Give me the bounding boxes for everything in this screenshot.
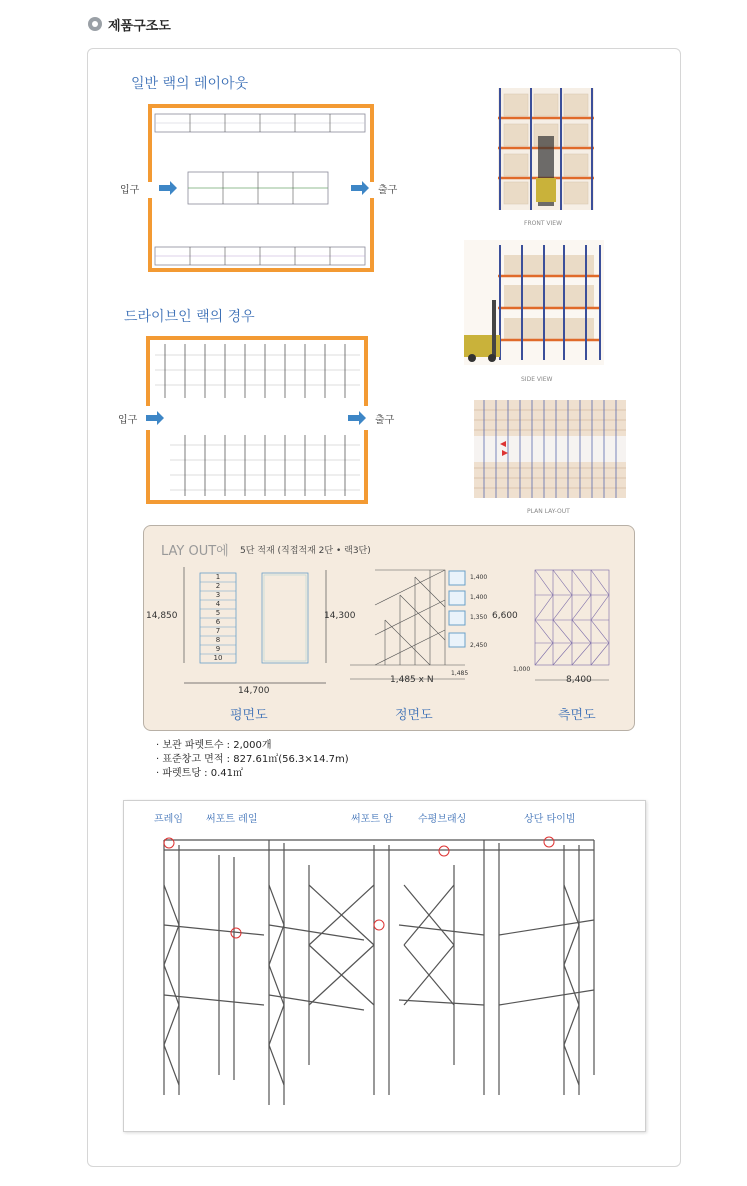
part-frame-label: 프레임 (154, 814, 183, 825)
front-view-caption: FRONT VIEW (524, 220, 563, 227)
plan-height-left: 14,850 (146, 611, 178, 621)
general-exit-label: 출구 (378, 185, 398, 196)
stat-warehouse-area: · 표준창고 면적 : 827.61㎡(56.3×14.7m) (156, 754, 349, 765)
front-elevation-drawing (345, 565, 495, 685)
plan-row-number: 4 (215, 600, 221, 608)
front-bay-width: 1,485 (451, 670, 469, 677)
front-dim-2: 1,400 (470, 594, 488, 601)
plan-row-number: 9 (215, 645, 221, 653)
plan-row-number: 10 (213, 654, 223, 662)
front-view-image (498, 88, 594, 210)
plan-row-number: 1 (215, 573, 221, 581)
front-bottom-dim: 1,485 x N (390, 675, 434, 685)
front-dim-4: 2,450 (470, 642, 488, 649)
plan-row-number: 8 (215, 636, 221, 644)
side-view-image (464, 240, 604, 365)
part-horizontal-brace-label: 수평브래싱 (418, 814, 467, 825)
general-rack-diagram (115, 100, 415, 280)
plan-row-number: 2 (215, 582, 221, 590)
plan-caption: 평면도 (230, 708, 268, 723)
drive-in-exit-label: 출구 (375, 415, 395, 426)
plan-row-number: 7 (215, 627, 221, 635)
front-dim-3: 1,350 (470, 614, 488, 621)
plan-width: 14,700 (238, 686, 270, 696)
part-top-tie-beam-label: 상단 타이빔 (524, 814, 576, 825)
structure-drawing (124, 825, 643, 1125)
plan-row-numbers (200, 573, 236, 663)
drive-in-diagram (110, 330, 410, 510)
section-header (88, 14, 171, 34)
plan-layout-caption: PLAN LAY-OUT (527, 508, 570, 515)
plan-row-number: 3 (215, 591, 221, 599)
stat-area-per-pallet: · 파렛트당 : 0.41㎡ (156, 768, 243, 779)
plan-row-number: 5 (215, 609, 221, 617)
general-rack-title: 일반 랙의 레이아웃 (131, 76, 249, 92)
layout-title: LAY OUT에 (161, 544, 229, 559)
part-support-rail-label: 써포트 레일 (206, 814, 258, 825)
circle-bullet-icon (88, 17, 102, 31)
side-elevation-drawing (525, 565, 625, 685)
side-caption: 측면도 (558, 708, 596, 723)
side-view-caption: SIDE VIEW (521, 376, 553, 383)
plan-row-number: 6 (215, 618, 221, 626)
general-entrance-label: 입구 (120, 185, 140, 196)
front-caption: 정면도 (395, 708, 433, 723)
plan-layout-image (474, 400, 626, 498)
front-total-height: 6,600 (492, 611, 518, 621)
drive-in-entrance-label: 입구 (118, 415, 138, 426)
side-offset-dim: 1,000 (513, 666, 531, 673)
section-title: 제품구조도 (108, 18, 171, 34)
drive-in-title: 드라이브인 랙의 경우 (124, 309, 255, 325)
layout-subtitle: 5단 적재 (직접적재 2단 • 랙3단) (240, 546, 371, 556)
stat-pallet-count: · 보관 파렛트수 : 2,000개 (156, 740, 272, 751)
side-width-dim: 8,400 (566, 675, 592, 685)
front-dim-1: 1,400 (470, 574, 488, 581)
plan-height-right: 14,300 (324, 611, 356, 621)
part-support-arm-label: 써포트 암 (351, 814, 393, 825)
